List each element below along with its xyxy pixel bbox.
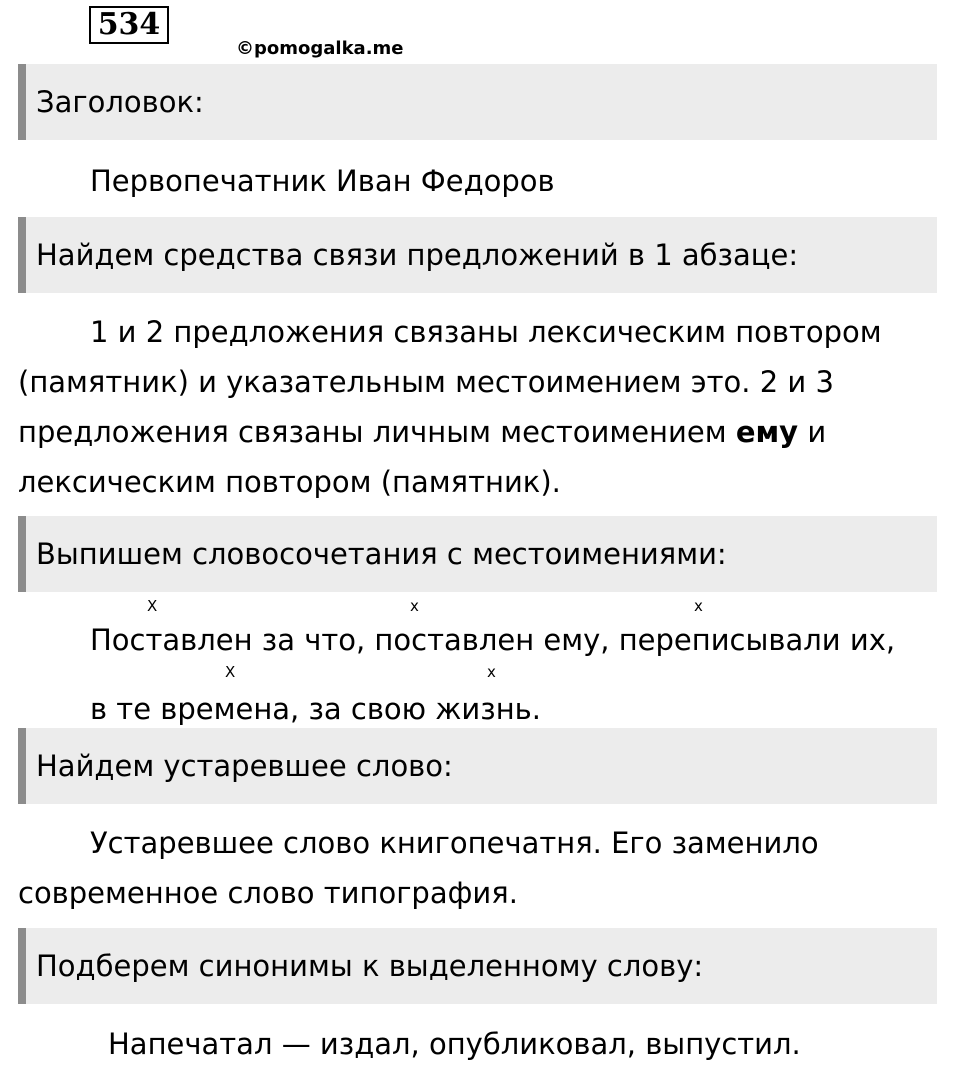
- archaic-line-2: современное слово типография.: [18, 876, 518, 910]
- phrase-mark-3: x: [694, 597, 703, 615]
- exercise-number: 534: [89, 6, 169, 44]
- links-line-3-text: предложения связаны личным местоимением: [18, 415, 727, 449]
- links-line-3-tail: и: [807, 415, 827, 449]
- phrase-mark-2: x: [410, 597, 419, 615]
- links-line-2: (памятник) и указательным местоимением это. 2 и 3: [18, 365, 834, 399]
- section-heading-links: Найдем средства связи предложений в 1 абзаце:: [18, 217, 937, 293]
- section-heading-archaic: Найдем устаревшее слово:: [18, 728, 937, 804]
- phrase-mark-5: x: [487, 663, 496, 681]
- archaic-paragraph: [18, 818, 918, 918]
- phrases-line-2: в те времена, за свою жизнь.: [90, 692, 541, 726]
- section-heading-synonyms: Подберем синонимы к выделенному слову:: [18, 928, 937, 1004]
- phrase-mark-4: X: [225, 663, 236, 681]
- phrase-mark-1: X: [147, 597, 158, 615]
- archaic-line-1: Устаревшее слово книгопечатня. Его заменило: [90, 826, 819, 860]
- watermark: ©pomogalka.me: [236, 38, 404, 59]
- title-text: Первопечатник Иван Федоров: [90, 164, 555, 198]
- links-paragraph: [18, 307, 918, 507]
- emphasized-pronoun: ему: [735, 415, 799, 449]
- section-heading-title: Заголовок:: [18, 64, 937, 140]
- links-line-1: 1 и 2 предложения связаны лексическим повтором: [90, 315, 882, 349]
- links-line-4: лексическим повтором (памятник).: [18, 465, 561, 499]
- links-line-3: [18, 407, 918, 457]
- synonyms-text: Напечатал — издал, опубликовал, выпустил.: [108, 1027, 801, 1061]
- phrases-line-1: Поставлен за что, поставлен ему, переписывали их,: [90, 623, 896, 657]
- section-heading-phrases: Выпишем словосочетания с местоимениями:: [18, 516, 937, 592]
